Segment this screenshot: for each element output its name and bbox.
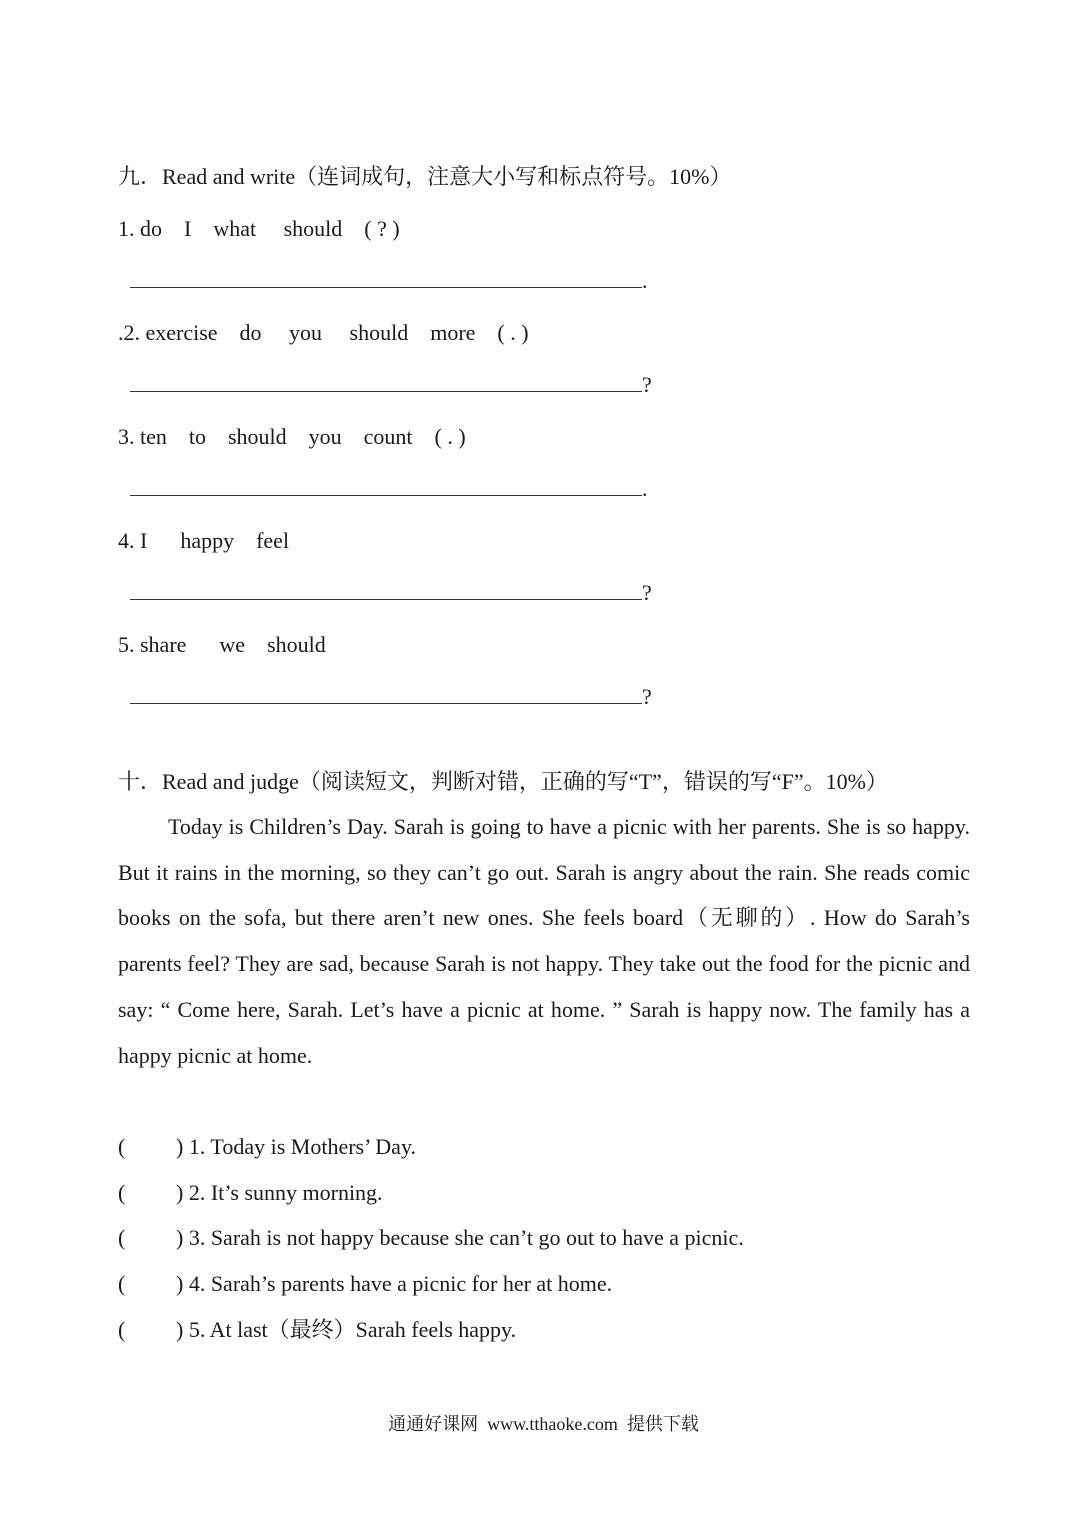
judge-statement: ) 4. Sarah’s parents have a picnic for her at home. bbox=[176, 1271, 613, 1296]
page-footer: 通通好课网 www.tthaoke.com 提供下载 bbox=[388, 1414, 699, 1434]
question-5-prompt: 5. share we should bbox=[118, 632, 326, 657]
question-2-answer-line[interactable] bbox=[130, 374, 651, 396]
question-2-prompt: .2. exercise do you should more ( . ) bbox=[118, 320, 529, 345]
answer-ending: ? bbox=[642, 684, 652, 709]
question-3-prompt: 3. ten to should you count ( . ) bbox=[118, 424, 466, 449]
answer-blank[interactable] bbox=[130, 585, 642, 600]
question-1-prompt: 1. do I what should ( ? ) bbox=[118, 216, 400, 241]
judge-item-1 bbox=[118, 1136, 416, 1158]
reading-passage: Today is Children’s Day. Sarah is going to have a picnic with her parents. She is so happy. But it rains in the morning, so they can’t go out. Sarah is angry about the rain. She reads comic books on the sofa, but there aren’t new ones. She feels board（无聊的）. How do Sarah’s parents feel? They are sad, because Sarah is not happy. They take out the food for the picnic and say: “ Come here, Sarah. Let’s have a picnic at home. ” Sarah is happy now. The family has a happy picnic at home. bbox=[118, 814, 970, 1068]
question-4-prompt: 4. I happy feel bbox=[118, 528, 290, 553]
judge-item-4 bbox=[118, 1273, 612, 1295]
answer-ending: . bbox=[642, 268, 647, 293]
answer-ending: . bbox=[642, 476, 647, 501]
answer-bracket[interactable]: ( bbox=[118, 1317, 126, 1342]
judge-item-5 bbox=[118, 1319, 516, 1341]
judge-statement: ) 3. Sarah is not happy because she can’t go out to have a picnic. bbox=[176, 1225, 744, 1250]
question-3-answer-line[interactable] bbox=[130, 478, 647, 500]
answer-bracket[interactable]: ( bbox=[118, 1271, 126, 1296]
answer-bracket[interactable]: ( bbox=[118, 1180, 126, 1205]
answer-ending: ? bbox=[642, 580, 652, 605]
judge-statement: ) 1. Today is Mothers’ Day. bbox=[176, 1134, 417, 1159]
answer-blank[interactable] bbox=[130, 377, 642, 392]
judge-statement: ) 2. It’s sunny morning. bbox=[176, 1180, 383, 1205]
judge-statement: ) 5. At last（最终）Sarah feels happy. bbox=[176, 1317, 517, 1342]
answer-blank[interactable] bbox=[130, 273, 642, 288]
answer-bracket[interactable]: ( bbox=[118, 1225, 126, 1250]
question-5-answer-line[interactable] bbox=[130, 686, 651, 708]
answer-ending: ? bbox=[642, 372, 652, 397]
judge-item-3 bbox=[118, 1227, 744, 1249]
section-10-heading: 十．Read and judge（阅读短文，判断对错，正确的写“T”，错误的写“F”。10%） bbox=[118, 769, 888, 794]
answer-blank[interactable] bbox=[130, 481, 642, 496]
answer-blank[interactable] bbox=[130, 689, 642, 704]
judge-item-2 bbox=[118, 1182, 383, 1204]
answer-bracket[interactable]: ( bbox=[118, 1134, 126, 1159]
section-9-heading: 九．Read and write（连词成句，注意大小写和标点符号。10%） bbox=[118, 164, 732, 189]
question-1-answer-line[interactable] bbox=[130, 270, 647, 292]
question-4-answer-line[interactable] bbox=[130, 582, 651, 604]
